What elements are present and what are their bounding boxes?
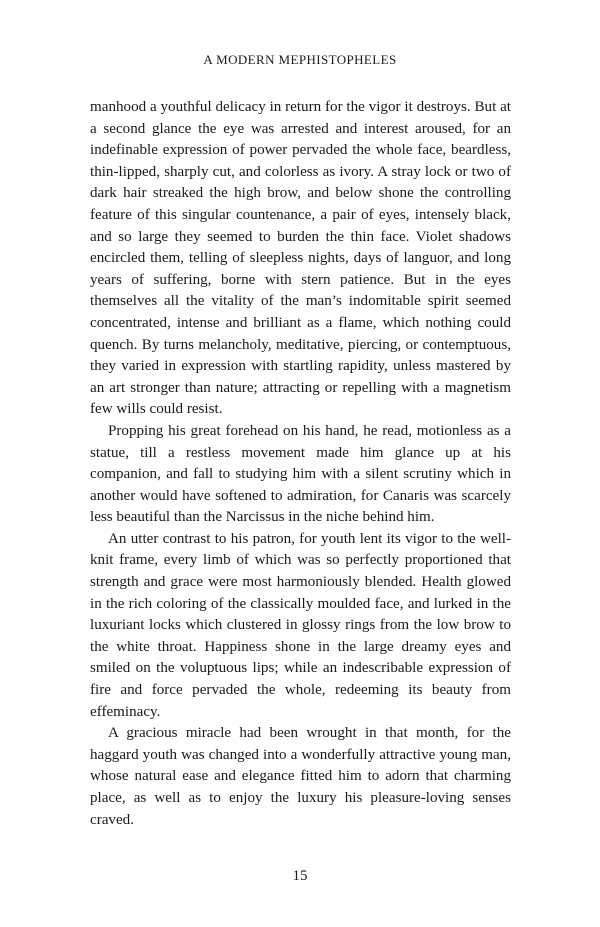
paragraph: Propping his great forehead on his hand, he read, motionless as a statue, till a restless movement made him glance up at his companion, and fall to studying him with a silent scrutiny which in another would have softened to admiration, for Canaris was scarcely less beautiful than the Narcissus in the niche behind him.: [90, 422, 511, 526]
paragraph-continued: manhood a youthful delicacy in return for the vigor it destroys. But at a second glance the eye was arrested and interest aroused, for an indefinable expression of power pervaded the whole face, beardless, thin-lipped, sharply cut, and colorless as ivory. A stray lock or two of dark hair streaked the high brow, and below shone the controlling feature of this singular countenance, a pair of eyes, intensely black, and so large they seemed to burden the thin face. Violet shadows encircled them, telling of sleepless nights, days of languor, and long years of suffering, borne with stern patience. But in the eyes themselves all the vitality of the man’s indomitable spirit seemed concentrated, intense and brilliant as a flame, which nothing could quench. By turns melancholy, meditative, piercing, or contemptuous, they varied in expression with startling rapidity, unless mastered by an art stronger than nature; attracting or repelling with a magnetism few wills could resist.: [90, 99, 511, 418]
paragraph: An utter contrast to his patron, for youth lent its vigor to the well-knit frame, every limb of which was so perfectly proportioned that strength and grace were most harmoniously blended. Health glowed in the rich coloring of the classically moulded face, and lurked in the luxuriant locks which clustered in glossy rings from the low brow to the white throat. Happiness shone in the large dreamy eyes and smiled on the voluptuous lips; while an indescribable expression of fire and force pervaded the whole, redeeming its beauty from effeminacy.: [90, 530, 511, 720]
running-head: A MODERN MEPHISTOPHELES: [203, 52, 397, 67]
body-text: [90, 97, 511, 831]
paragraph: A gracious miracle had been wrought in that month, for the haggard youth was changed into a wonderfully attractive young man, whose natural ease and elegance fitted him to adorn that charming place, as well as to enjoy the luxury his pleasure-loving senses craved.: [90, 725, 511, 828]
page-number: 15: [292, 868, 308, 884]
